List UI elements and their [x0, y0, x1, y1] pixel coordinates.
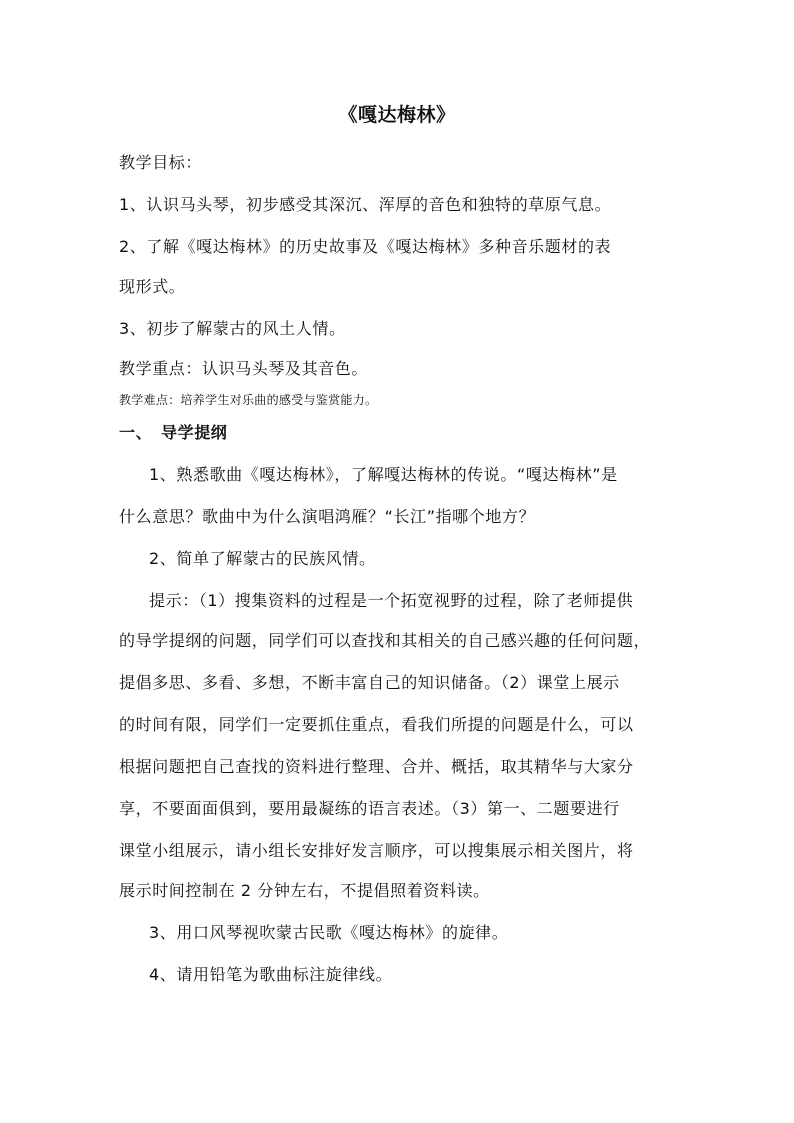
section-number: 一、	[119, 423, 153, 442]
objective-line-4: 3、初步了解蒙古的风土人情。	[119, 319, 346, 338]
hint-line-4: 的时间有限，同学们一定要抓住重点，看我们所提的问题是什么，可以	[119, 715, 634, 734]
item-line-3: 2、简单了解蒙古的民族风情。	[149, 549, 376, 568]
key-point: 教学重点：认识马头琴及其音色。	[119, 359, 369, 378]
difficulty: 教学难点：培养学生对乐曲的感受与鉴赏能力。	[119, 393, 378, 407]
hint-line-1: 提示：（1）搜集资料的过程是一个拓宽视野的过程，除了老师提供	[149, 591, 634, 610]
hint-line-7: 课堂小组展示，请小组长安排好发言顺序，可以搜集展示相关图片，将	[119, 841, 634, 860]
item-line-1: 1、熟悉歌曲《嘎达梅林》，了解嘎达梅林的传说。“嘎达梅林”是	[149, 465, 618, 484]
hint-line-8: 展示时间控制在 2 分钟左右，不提倡照着资料读。	[119, 881, 490, 900]
item-line-5: 4、请用铅笔为歌曲标注旋律线。	[149, 965, 393, 984]
hint-line-2: 的导学提纲的问题，同学们可以查找和其相关的自己感兴趣的任何问题，	[119, 631, 651, 650]
section-heading	[119, 420, 227, 443]
item-line-4: 3、用口风琴视吹蒙古民歌《嘎达梅林》的旋律。	[149, 923, 509, 942]
objectives-heading: 教学目标：	[119, 153, 203, 172]
objective-line-3: 现形式。	[119, 277, 186, 296]
hint-line-6: 享，不要面面俱到，要用最凝练的语言表述。（3）第一、二题要进行	[119, 799, 620, 818]
section-title: 导学提纲	[161, 423, 228, 442]
hint-line-5: 根据问题把自己查找的资料进行整理、合并、概括，取其精华与大家分	[119, 757, 634, 776]
document-title: 《嘎达梅林》	[338, 104, 456, 126]
item-line-2: 什么意思？歌曲中为什么演唱鸿雁？“长江”指哪个地方？	[119, 507, 536, 526]
hint-line-3: 提倡多思、多看、多想，不断丰富自己的知识储备。（2）课堂上展示	[119, 673, 620, 692]
objective-line-1: 1、认识马头琴，初步感受其深沉、浑厚的音色和独特的草原气息。	[119, 195, 612, 214]
objective-line-2: 2、了解《嘎达梅林》的历史故事及《嘎达梅林》多种音乐题材的表	[119, 237, 612, 256]
